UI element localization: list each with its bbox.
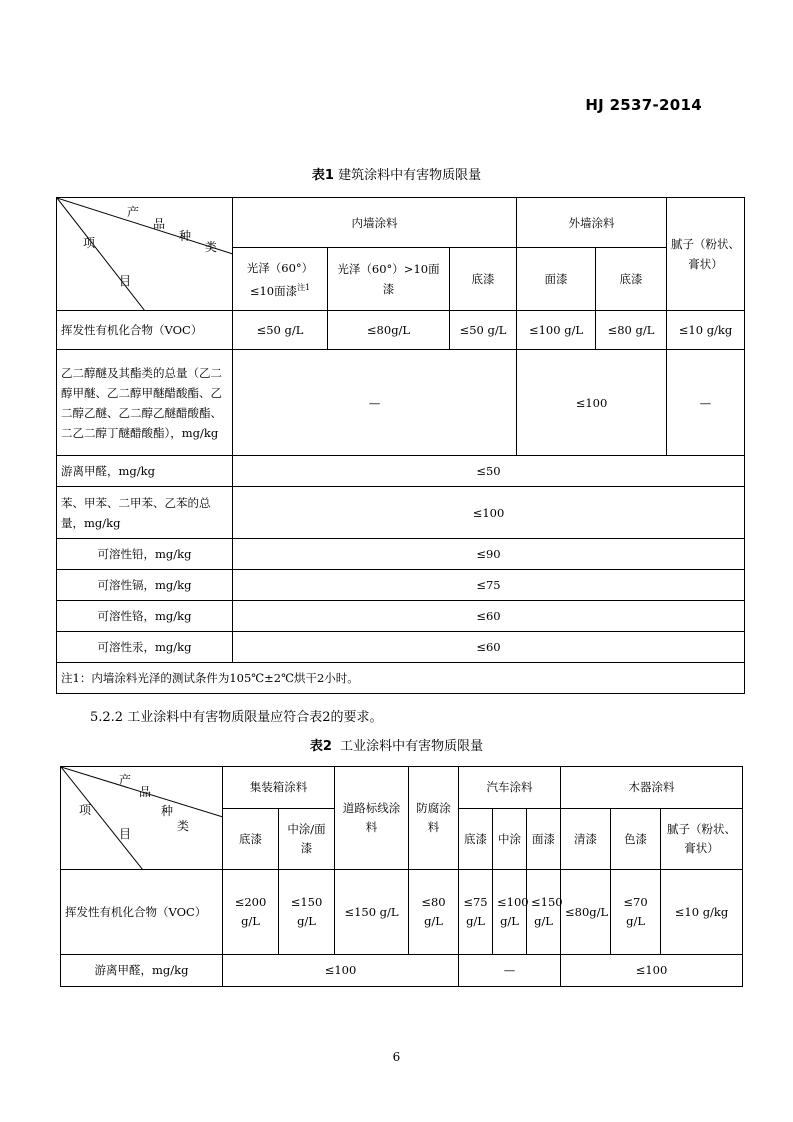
table2-group-auto: 汽车涂料 [459,767,561,809]
table2-cell: ≤80g/L [561,870,611,955]
table2-caption-number: 表2 [309,739,332,754]
table1-cell: ≤80g/L [328,311,450,350]
table2-cell: ≤150 g/L [335,870,409,955]
table2-corner-header [61,767,223,870]
table1-group-interior: 内墙涂料 [233,198,517,248]
standard-code: HJ 2537-2014 [585,96,702,114]
corner-label: 项 [83,236,96,250]
table1-subcol-int-primer: 底漆 [450,248,517,311]
table2-subcol: 中涂/面漆 [279,809,335,870]
table1-cell: ≤80 g/L [596,311,667,350]
table1-subcol-ext-primer: 底漆 [596,248,667,311]
table1-cell: ≤50 [233,456,745,487]
table2-caption [0,735,793,754]
table2-cell: ≤75 g/L [459,870,493,955]
corner-label: 类 [177,819,190,833]
table1 [56,197,745,694]
table1-subcol-gloss-le: 光泽（60°）≤10面漆$^{注1}$ [233,248,328,311]
corner-label: 项 [79,803,92,817]
table1-cell: ≤90 [233,539,745,570]
table2-cell: ≤70 g/L [611,870,661,955]
table1-row-label-cadmium: 可溶性镉，mg/kg [57,570,233,601]
corner-label: 种 [161,804,174,818]
corner-label: 品 [139,785,152,799]
table1-subcol-gloss-gt: 光泽（60°）>10面漆 [328,248,450,311]
table2-row-label-voc: 挥发性有机化合物（VOC） [61,870,223,955]
table1-row-label-benzene: 苯、甲苯、二甲苯、乙苯的总量，mg/kg [57,487,233,539]
table1-cell: — [667,350,745,456]
table2-subcol: 面漆 [527,809,561,870]
table1-subcol-ext-top: 面漆 [517,248,596,311]
table1-row-label-lead: 可溶性铅，mg/kg [57,539,233,570]
table2-group-road: 道路标线涂料 [335,767,409,870]
table2-caption-text: 工业涂料中有害物质限量 [340,739,484,754]
table2-subcol: 中涂 [493,809,527,870]
table1-row-label-formaldehyde: 游离甲醛，mg/kg [57,456,233,487]
table2-cell: ≤150 g/L [527,870,561,955]
table1-cell: ≤100 [233,487,745,539]
table2-group-container: 集装箱涂料 [223,767,335,809]
table2-cell: ≤10 g/kg [661,870,743,955]
table1-caption [0,164,793,183]
corner-label: 种 [179,229,192,243]
table1-cell: ≤75 [233,570,745,601]
table1-group-putty: 腻子（粉状、膏状） [667,198,745,311]
clause-paragraph: 5.2.2 工业涂料中有害物质限量应符合表2的要求。 [90,710,383,725]
table2-subcol: 底漆 [459,809,493,870]
table1-cell: ≤100 g/L [517,311,596,350]
table1-cell: ≤10 g/kg [667,311,745,350]
table2-cell: ≤100 g/L [493,870,527,955]
corner-label: 目 [119,274,132,288]
table1-caption-text: 建筑涂料中有害物质限量 [338,168,482,183]
table1-caption-number: 表1 [311,168,334,183]
table1-cell: ≤60 [233,601,745,632]
table1-footnote: 注1：内墙涂料光泽的测试条件为105℃±2℃烘干2小时。 [57,663,745,694]
table2-cell: ≤150 g/L [279,870,335,955]
table2-cell: ≤80 g/L [409,870,459,955]
table1-cell: ≤50 g/L [450,311,517,350]
table1-row-label-mercury: 可溶性汞，mg/kg [57,632,233,663]
table1-row-label-voc: 挥发性有机化合物（VOC） [57,311,233,350]
table2-row-label-formaldehyde: 游离甲醛，mg/kg [61,955,223,987]
table1-corner-header [57,198,233,311]
footnote-ref: 注1 [297,282,311,292]
table2-cell: ≤100 [561,955,743,987]
table1-cell: ≤100 [517,350,667,456]
table1-corner-diagonals [57,198,233,311]
table1-cell: ≤60 [233,632,745,663]
corner-label: 产 [127,205,140,219]
table2-subcol: 腻子（粉状、膏状） [661,809,743,870]
table1-row-label-glycol: 乙二醇醚及其酯类的总量（乙二醇甲醚、乙二醇甲醚醋酸酯、乙二醇乙醚、乙二醇乙醚醋酸酯、二乙二醇丁醚醋酸酯），mg/kg [57,350,233,456]
table1-cell: ≤50 g/L [233,311,328,350]
table2-subcol: 底漆 [223,809,279,870]
table1-cell: — [233,350,517,456]
table2-subcol: 色漆 [611,809,661,870]
page-number: 6 [392,1050,401,1064]
table2-cell: — [459,955,561,987]
table2-group-anticorr: 防腐涂料 [409,767,459,870]
corner-label: 产 [119,773,132,787]
table2-cell: ≤100 [223,955,459,987]
corner-label: 目 [119,827,132,841]
table2-cell: ≤200 g/L [223,870,279,955]
table2-subcol: 清漆 [561,809,611,870]
table1-row-label-chromium: 可溶性铬，mg/kg [57,601,233,632]
table1-group-exterior: 外墙涂料 [517,198,667,248]
table2-group-wood: 木器涂料 [561,767,743,809]
corner-label: 品 [153,217,166,231]
corner-label: 类 [205,240,218,254]
table2 [60,766,743,987]
table2-corner-diagonals [61,767,223,870]
